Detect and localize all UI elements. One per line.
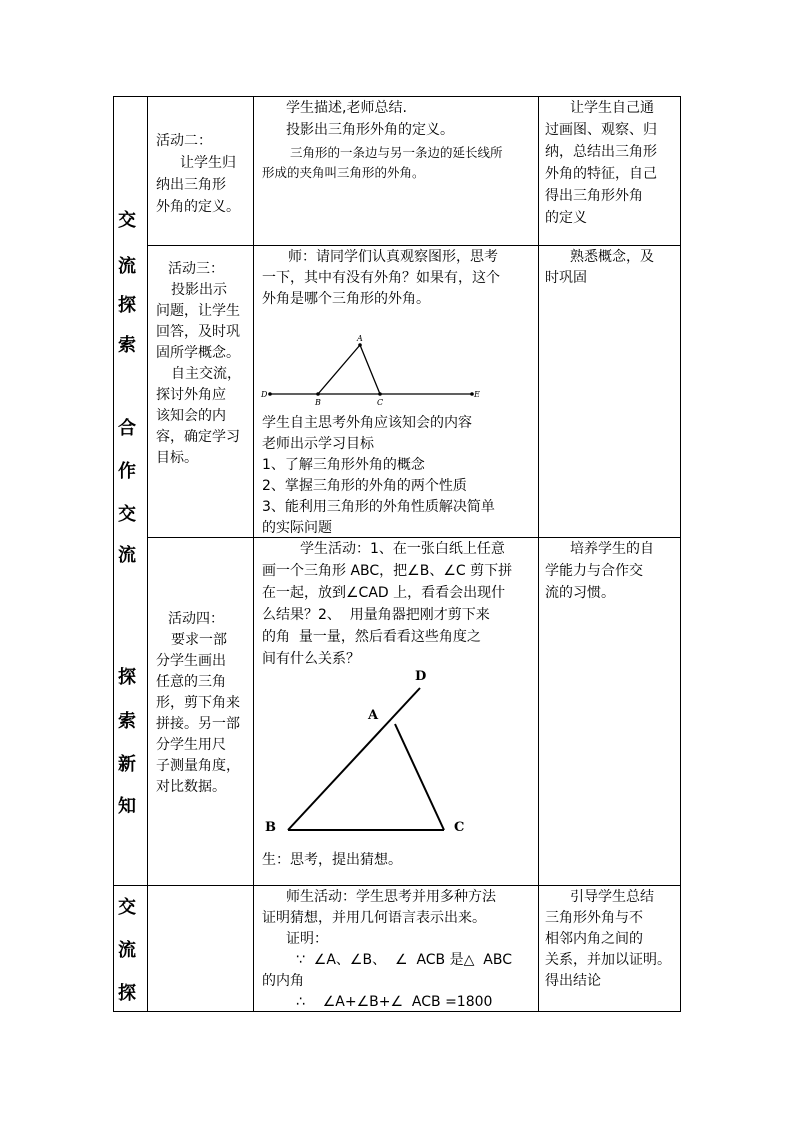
content-line: 证明： xyxy=(286,931,328,947)
activity-line: 分学生画出 xyxy=(156,653,226,669)
intent-line: 引导学生总结 xyxy=(570,889,654,905)
label-d: D xyxy=(261,390,268,399)
stage-char: 探 xyxy=(118,983,136,1004)
intent-line: 培养学生的自 xyxy=(570,541,654,557)
content-line: 的角 量一量，然后看看这些角度之 xyxy=(262,629,481,645)
label-e: E xyxy=(474,390,480,399)
intent-line: 让学生自己通 xyxy=(570,100,654,116)
content-line: 投影出三角形外角的定义。 xyxy=(286,122,454,138)
label-c: C xyxy=(454,820,465,835)
activity-line: 让学生归 xyxy=(180,155,236,171)
content-line: 的实际问题 xyxy=(262,520,332,536)
stage-char: 知 xyxy=(118,796,136,817)
content-line: 生：思考，提出猜想。 xyxy=(262,852,402,868)
intent-line: 相邻内角之间的 xyxy=(545,931,643,947)
stage-char: 流 xyxy=(118,940,136,961)
content-line: 一下，其中有没有外角？如果有，这个 xyxy=(262,270,500,286)
side-ab xyxy=(318,345,360,394)
content-line: 学生活动：1、在一张白纸上任意 xyxy=(300,541,505,557)
exterior-angle-figure xyxy=(260,330,500,410)
activity-title: 活动四： xyxy=(168,611,224,627)
activity-line: 拼接。另一部 xyxy=(156,716,240,732)
intent-line: 过画图、观察、归 xyxy=(545,122,657,138)
stage-char: 新 xyxy=(118,754,136,775)
activity-line: 投影出示 xyxy=(171,282,227,298)
content-line: 师：请同学们认真观察图形，思考 xyxy=(288,249,498,265)
point-c xyxy=(378,392,382,396)
intent-line: 的定义 xyxy=(545,210,587,226)
stage-char: 作 xyxy=(118,461,136,482)
content-line: 画一个三角形 ABC，把∠B、∠C 剪下拼 xyxy=(262,563,513,579)
stage-char: 合 xyxy=(118,418,136,439)
activity-line: 自主交流， xyxy=(171,366,241,382)
stage-char: 交 xyxy=(118,210,136,231)
label-a: A xyxy=(368,708,379,723)
activity-line: 任意的三角 xyxy=(156,674,226,690)
activity-line: 外角的定义。 xyxy=(156,199,240,215)
activity-title: 活动二： xyxy=(156,133,212,149)
stage-char: 交 xyxy=(118,897,136,918)
content-line: 间有什么关系？ xyxy=(262,651,360,667)
activity-line: 纳出三角形 xyxy=(156,177,226,193)
activity-cell-row4 xyxy=(147,885,254,1012)
activity-line: 回答，及时巩 xyxy=(156,324,240,340)
label-b: B xyxy=(265,820,276,835)
activity-line: 子测量角度， xyxy=(156,758,240,774)
label-a: A xyxy=(357,334,363,343)
content-line: 3、能利用三角形的外角性质解决简单 xyxy=(262,499,495,515)
content-line: 在一起，放到∠CAD 上，看看会出现什 xyxy=(262,585,506,601)
content-line: 证明猜想，并用几何语言表示出来。 xyxy=(262,910,486,926)
content-line: 2、掌握三角形的外角的两个性质 xyxy=(262,478,467,494)
intent-line: 时巩固 xyxy=(545,270,587,286)
label-b: B xyxy=(315,398,321,407)
content-line: 外角是哪个三角形的外角。 xyxy=(262,291,430,307)
intent-line: 纳，总结出三角形 xyxy=(545,144,657,160)
point-d xyxy=(268,392,272,396)
intent-line: 得出三角形外角 xyxy=(545,188,643,204)
activity-line: 对比数据。 xyxy=(156,779,226,795)
activity-line: 形，剪下角来 xyxy=(156,695,240,711)
activity-line: 固所学概念。 xyxy=(156,345,240,361)
content-line: ∴ ∠A+∠B+∠ ACB =1800 xyxy=(296,994,493,1010)
activity-title: 活动三： xyxy=(168,261,224,277)
intent-line: 外角的特征，自己 xyxy=(545,166,657,182)
intent-line: 学能力与合作交 xyxy=(545,563,643,579)
side-ac xyxy=(360,345,380,394)
content-line: 学生描述,老师总结. xyxy=(286,100,407,116)
stage-char: 流 xyxy=(118,545,136,566)
intent-line: 得出结论 xyxy=(545,973,601,989)
side-bd-extended xyxy=(288,688,420,830)
activity-line: 问题，让学生 xyxy=(156,303,240,319)
activity-line: 分学生用尺 xyxy=(156,737,226,753)
intent-line: 关系，并加以证明。 xyxy=(545,952,671,968)
activity-line: 该知会的内 xyxy=(156,408,226,424)
stage-char: 探 xyxy=(118,295,136,316)
content-line: ∵ ∠A、∠B、 ∠ ACB 是△ ABC xyxy=(296,952,512,968)
side-ac xyxy=(395,724,444,830)
point-b xyxy=(316,392,320,396)
stage-char: 探 xyxy=(118,667,136,688)
intent-line: 三角形外角与不 xyxy=(545,910,643,926)
content-line: 么结果？2、 用量角器把刚才剪下来 xyxy=(262,607,490,623)
stage-char: 流 xyxy=(118,256,136,277)
content-line: 1、了解三角形外角的概念 xyxy=(262,457,425,473)
content-line: 学生自主思考外角应该知会的内容 xyxy=(262,415,472,431)
point-a xyxy=(358,343,362,347)
stage-char: 索 xyxy=(118,711,136,732)
stage-char: 索 xyxy=(118,335,136,356)
stage-char: 交 xyxy=(118,504,136,525)
definition-line: 形成的夹角叫三角形的外角。 xyxy=(262,165,425,180)
definition-line: 三角形的一条边与另一条边的延长线所 xyxy=(290,145,503,160)
label-d: D xyxy=(415,669,427,684)
intent-line: 熟悉概念，及 xyxy=(570,249,654,265)
content-line: 的内角 xyxy=(262,973,304,989)
activity-line: 容，确定学习 xyxy=(156,429,240,445)
activity-line: 探讨外角应 xyxy=(156,387,226,403)
triangle-abc-figure xyxy=(260,660,480,845)
content-line: 老师出示学习目标 xyxy=(262,436,374,452)
activity-line: 要求一部 xyxy=(171,632,227,648)
activity-line: 目标。 xyxy=(156,450,198,466)
label-c: C xyxy=(377,398,384,407)
content-line: 师生活动：学生思考并用多种方法 xyxy=(286,889,496,905)
intent-line: 流的习惯。 xyxy=(545,585,615,601)
